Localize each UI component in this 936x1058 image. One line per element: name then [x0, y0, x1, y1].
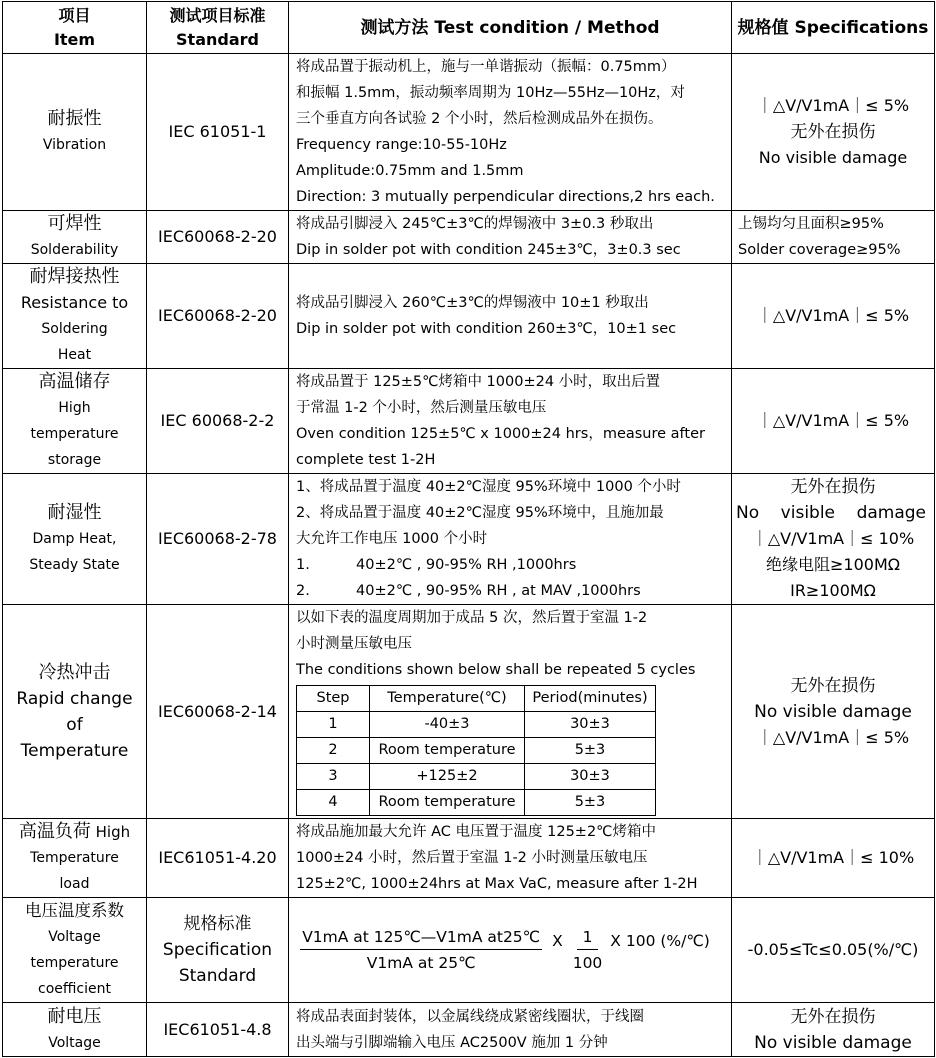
standard-voltage-temp-coeff	[147, 898, 289, 1003]
method-line: 125±2℃, 1000±24hrs at Max VaC, measure after 1-2H	[296, 876, 698, 892]
item-zh: 耐湿性	[47, 502, 102, 523]
standard-high-temp-storage: IEC 60068-2-2	[147, 369, 289, 474]
item-vibration	[3, 54, 147, 211]
item-damp-heat	[3, 474, 147, 605]
header-item	[3, 2, 147, 54]
item-en: Rapid change	[16, 688, 133, 709]
method-line: 和振幅 1.5mm，振动频率周期为 10Hz—55Hz—10Hz，对	[296, 85, 685, 101]
item-en: Soldering	[41, 321, 108, 337]
item-zh: 高温负荷	[18, 821, 91, 842]
item-zh: 可焊性	[47, 213, 102, 234]
method-line: Oven condition 125±5℃ x 1000±24 hrs，measure after	[296, 426, 705, 442]
method-line: 将成品表面封装体，以金属线绕成紧密线圈状，于线圈	[296, 1008, 644, 1025]
method-line: 将成品施加最大允许 AC 电压置于温度 125±2℃烤箱中	[296, 824, 656, 840]
spec-line: No visible damage	[758, 148, 908, 167]
cycle-cell: 30±3	[525, 764, 656, 790]
standard-high-temp-load: IEC61051-4.20	[147, 819, 289, 898]
spec-line: 绝缘电阻≥100MΩ	[766, 555, 900, 574]
method-line: 以如下表的温度周期加于成品 5 次，然后置于室温 1-2	[296, 610, 648, 626]
item-en: of	[66, 714, 83, 735]
standard-rapid-change: IEC60068-2-14	[147, 605, 289, 819]
fraction-numerator: 1	[577, 925, 599, 950]
standard-damp-heat: IEC60068-2-78	[147, 474, 289, 605]
row-damp-heat	[3, 474, 935, 605]
item-en: High	[95, 823, 131, 841]
cycle-cell: 3	[297, 764, 370, 790]
row-rapid-change	[3, 605, 935, 819]
list-text: 40±2℃ , 90-95% RH , at MAV ,1000hrs	[356, 583, 641, 599]
standard-line: Standard	[178, 966, 257, 986]
spec-line: ｜△V/V1mA｜≤ 5%	[756, 96, 910, 115]
method-list-item	[296, 578, 725, 604]
method-line: 将成品引脚浸入 260℃±3℃的焊锡液中 10±1 秒取出	[296, 295, 649, 311]
method-line: 将成品引脚浸入 245℃±3℃的焊锡液中 3±0.3 秒取出	[296, 216, 654, 232]
item-en: Temperature	[30, 850, 119, 866]
cycle-cell: 4	[297, 790, 370, 816]
item-en: Vibration	[42, 137, 107, 153]
cycle-header-row	[297, 686, 656, 712]
item-voltage-temp-coeff	[3, 898, 147, 1003]
standard-line: 规格标准	[183, 914, 252, 934]
spec-line: No visible damage	[754, 1032, 912, 1053]
spec-word: No	[736, 503, 760, 523]
item-en: Heat	[57, 347, 92, 363]
fraction-1	[300, 925, 542, 976]
spec-voltage-temp-coeff: -0.05≤Tc≤0.05(%/℃)	[732, 898, 935, 1003]
standard-line: Specification	[162, 940, 273, 960]
coefficient-formula	[289, 925, 731, 976]
item-zh: 耐焊接热性	[29, 266, 120, 287]
item-solderability	[3, 211, 147, 264]
method-line: 大允许工作电压 1000 个小时	[296, 531, 488, 547]
standard-soldering-heat: IEC60068-2-20	[147, 264, 289, 369]
method-vibration	[289, 54, 732, 211]
spec-withstand-voltage	[732, 1003, 935, 1057]
method-line: 出头端与引脚端输入电压 AC2500V 施加 1 分钟	[296, 1034, 608, 1051]
fraction-denominator: 100	[572, 953, 603, 972]
item-soldering-heat	[3, 264, 147, 369]
method-rapid-change	[289, 605, 732, 819]
spec-solderability	[732, 211, 935, 264]
item-zh-inline	[3, 819, 146, 845]
multiply-percent: X 100 (%/℃)	[610, 931, 710, 950]
spec-soldering-heat: ｜△V/V1mA｜≤ 5%	[732, 264, 935, 369]
cycle-cell: Room temperature	[370, 790, 525, 816]
row-voltage-temp-coeff	[3, 898, 935, 1003]
spec-high-temp-storage: ｜△V/V1mA｜≤ 5%	[732, 369, 935, 474]
row-solderability	[3, 211, 935, 264]
method-line: 2、将成品置于温度 40±2℃湿度 95%环境中，且施加最	[296, 505, 664, 521]
method-line: 三个垂直方向各试验 2 个小时，然后检测成品外在损伤。	[296, 111, 663, 127]
spec-line: ｜△V/V1mA｜≤ 5%	[756, 727, 910, 747]
spec-justified-line	[732, 500, 934, 526]
item-zh: 耐电压	[47, 1005, 102, 1027]
spec-word: visible	[780, 503, 836, 523]
item-en: Damp Heat,	[32, 531, 117, 547]
cycle-cell: 2	[297, 738, 370, 764]
item-zh: 耐振性	[47, 108, 102, 129]
method-line: 于常温 1-2 个小时，然后测量压敏电压	[296, 400, 547, 416]
item-withstand-voltage	[3, 1003, 147, 1057]
spec-line: ｜△V/V1mA｜≤ 10%	[751, 529, 915, 548]
item-en: temperature	[30, 426, 119, 442]
item-zh: 电压温度系数	[25, 901, 124, 920]
method-line: 将成品置于 125±5℃烤箱中 1000±24 小时，取出后置	[296, 374, 661, 390]
cycle-header: Period(minutes)	[525, 686, 656, 712]
item-en: Voltage	[48, 929, 101, 945]
row-vibration	[3, 54, 935, 211]
method-withstand-voltage	[289, 1003, 732, 1057]
method-solderability	[289, 211, 732, 264]
cycle-cell: Room temperature	[370, 738, 525, 764]
list-num: 1.	[296, 557, 310, 573]
standard-vibration: IEC 61051-1	[147, 54, 289, 211]
cycle-row	[297, 764, 656, 790]
fraction-2	[573, 925, 603, 976]
method-line: 1、将成品置于温度 40±2℃湿度 95%环境中 1000 个小时	[296, 479, 681, 495]
cycle-header: Temperature(℃)	[370, 686, 525, 712]
spec-line: 上锡均匀且面积≥95%	[738, 216, 884, 232]
item-zh: 冷热冲击	[38, 661, 111, 683]
header-item-en: Item	[53, 29, 96, 49]
method-line: Dip in solder pot with condition 260±3℃，10±1 sec	[296, 321, 677, 337]
item-en: coefficient	[38, 981, 111, 997]
spec-line: 无外在损伤	[790, 477, 876, 497]
header-standard-zh: 测试项目标准	[169, 5, 266, 25]
header-item-zh: 项目	[58, 5, 91, 25]
row-withstand-voltage	[3, 1003, 935, 1057]
method-damp-heat	[289, 474, 732, 605]
cycle-cell: 5±3	[525, 790, 656, 816]
method-high-temp-load	[289, 819, 732, 898]
fraction-denominator: V1mA at 25℃	[366, 953, 476, 972]
header-standard-en: Standard	[176, 29, 259, 49]
spec-high-temp-load: ｜△V/V1mA｜≤ 10%	[732, 819, 935, 898]
cycle-cell: -40±3	[370, 712, 525, 738]
cycle-row	[297, 712, 656, 738]
method-line: The conditions shown below shall be repeated 5 cycles	[296, 662, 696, 678]
cycle-table	[296, 685, 656, 816]
method-list-item	[296, 552, 725, 578]
cycle-cell: 30±3	[525, 712, 656, 738]
method-line: Amplitude:0.75mm and 1.5mm	[296, 163, 524, 179]
cycle-cell: 5±3	[525, 738, 656, 764]
spec-line: 无外在损伤	[790, 122, 876, 142]
method-line: 1000±24 小时，然后置于室温 1-2 小时测量压敏电压	[296, 850, 648, 866]
spec-line: 无外在损伤	[790, 675, 876, 696]
method-line: 将成品置于振动机上，施与一单谐振动（振幅：0.75mm）	[296, 59, 676, 75]
item-rapid-change	[3, 605, 147, 819]
method-line: 小时测量压敏电压	[296, 636, 412, 652]
spec-rapid-change	[732, 605, 935, 819]
item-high-temp-load	[3, 819, 147, 898]
item-en: Voltage	[48, 1034, 101, 1051]
row-high-temp-storage	[3, 369, 935, 474]
item-en: temperature	[30, 955, 119, 971]
method-soldering-heat	[289, 264, 732, 369]
method-voltage-temp-coeff	[289, 898, 732, 1003]
header-spec: 规格值 Specifications	[732, 2, 935, 54]
test-spec-table	[2, 1, 935, 1057]
spec-line: IR≥100MΩ	[790, 581, 876, 600]
item-en: High	[58, 400, 91, 416]
header-row	[3, 2, 935, 54]
item-en: Steady State	[29, 557, 120, 573]
spec-line: 无外在损伤	[790, 1006, 876, 1027]
spec-vibration	[732, 54, 935, 211]
cycle-header: Step	[297, 686, 370, 712]
spec-word: damage	[856, 503, 926, 523]
list-num: 2.	[296, 583, 310, 599]
cycle-row	[297, 790, 656, 816]
header-standard	[147, 2, 289, 54]
standard-solderability: IEC60068-2-20	[147, 211, 289, 264]
item-en: Solderability	[30, 242, 119, 258]
cycle-cell: 1	[297, 712, 370, 738]
list-text: 40±2℃ , 90-95% RH ,1000hrs	[356, 557, 577, 573]
method-high-temp-storage	[289, 369, 732, 474]
row-high-temp-load	[3, 819, 935, 898]
item-zh: 高温储存	[38, 371, 111, 392]
item-en: Temperature	[20, 740, 129, 761]
cycle-row	[297, 738, 656, 764]
spec-line: No visible damage	[754, 701, 912, 722]
item-high-temp-storage	[3, 369, 147, 474]
method-line: Direction: 3 mutually perpendicular directions,2 hrs each.	[296, 189, 715, 205]
multiply-sign: X	[552, 931, 563, 950]
header-method: 测试方法 Test condition / Method	[289, 2, 732, 54]
item-en: Resistance to	[20, 293, 129, 312]
item-en: storage	[47, 452, 102, 468]
spec-line: Solder coverage≥95%	[738, 242, 901, 258]
cycle-cell: +125±2	[370, 764, 525, 790]
item-en: load	[59, 876, 90, 892]
spec-damp-heat	[732, 474, 935, 605]
method-line: Frequency range:10-55-10Hz	[296, 137, 507, 153]
method-line: Dip in solder pot with condition 245±3℃，3±0.3 sec	[296, 242, 681, 258]
standard-withstand-voltage: IEC61051-4.8	[147, 1003, 289, 1057]
method-line: complete test 1-2H	[296, 452, 436, 468]
fraction-numerator: V1mA at 125℃—V1mA at25℃	[300, 925, 542, 950]
row-soldering-heat	[3, 264, 935, 369]
